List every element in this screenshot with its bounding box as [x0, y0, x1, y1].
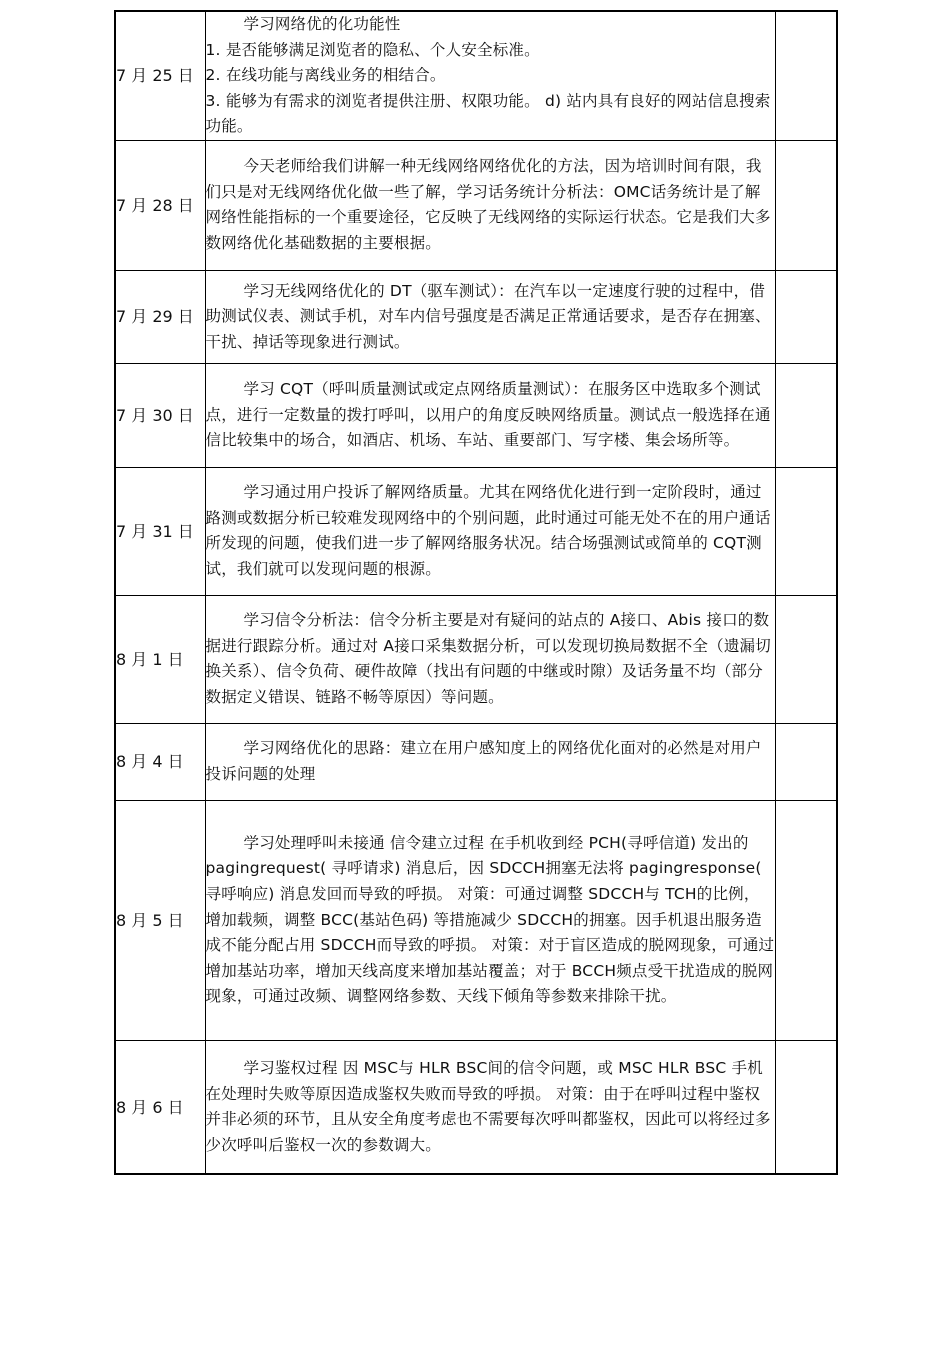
content-cell	[205, 1040, 775, 1174]
date-cell: 7 月 29 日	[115, 270, 205, 363]
date-cell: 8 月 4 日	[115, 723, 205, 800]
log-row-0805	[115, 800, 837, 1040]
content-line: 3. 能够为有需求的浏览者提供注册、权限功能。 d) 站内具有良好的网站信息搜索功能。	[205, 91, 771, 136]
log-row-0806	[115, 1040, 837, 1174]
content-heading: 学习网络优的化功能性	[243, 15, 401, 33]
log-row-0728	[115, 140, 837, 270]
content-cell	[205, 467, 775, 595]
content-text: 学习 CQT（呼叫质量测试或定点网络质量测试）：在服务区中选取多个测试点，进行一定数量的拨打呼叫，以用户的角度反映网络质量。测试点一般选择在通信比较集中的场合，如酒店、机场、车站、重要部门、写字楼、集会场所等。	[205, 380, 771, 450]
content-cell	[205, 11, 775, 140]
blank-cell	[775, 467, 837, 595]
blank-cell	[775, 723, 837, 800]
content-line: 2. 在线功能与离线业务的相结合。	[205, 66, 446, 85]
content-cell	[205, 595, 775, 723]
blank-cell	[775, 800, 837, 1040]
content-cell	[205, 140, 775, 270]
content-text: 学习处理呼叫未接通 信令建立过程 在手机收到经 PCH(寻呼信道) 发出的 pagingrequest( 寻呼请求) 消息后，因 SDCCH拥塞无法将 pagingresponse( 寻呼响应) 消息发回而导致的呼损。 对策：可通过调整 SDCCH与 TCH的比例，增加载频，调整 BCC(基站色码) 等措施减少 SDCCH的拥塞。因手机退出服务造成不能分配占用 SDCCH而导致的呼损。 对策：对于盲区造成的脱网现象，可通过增加基站功率，增加天线高度来增加基站覆盖；对于 BCCH频点受干扰造成的脱网现象，可通过改频、调整网络参数、天线下倾角等参数来排除干扰。	[205, 833, 775, 1006]
content-cell	[205, 363, 775, 467]
log-row-0804	[115, 723, 837, 800]
log-row-0730	[115, 363, 837, 467]
date-cell: 8 月 1 日	[115, 595, 205, 723]
date-cell: 8 月 5 日	[115, 800, 205, 1040]
blank-cell	[775, 270, 837, 363]
content-cell	[205, 800, 775, 1040]
content-cell	[205, 723, 775, 800]
date-cell: 7 月 30 日	[115, 363, 205, 467]
content-text: 学习鉴权过程 因 MSC与 HLR BSC间的信令问题，或 MSC HLR BSC 手机在处理时失败等原因造成鉴权失败而导致的呼损。 对策：由于在呼叫过程中鉴权并非必须的环节，且从安全角度考虑也不需要每次呼叫都鉴权，因此可以将经过多少次呼叫后鉴权一次的参数调大。	[205, 1059, 771, 1154]
blank-cell	[775, 1040, 837, 1174]
content-cell	[205, 270, 775, 363]
content-text: 学习网络优化的思路：建立在用户感知度上的网络优化面对的必然是对用户投诉问题的处理	[205, 739, 762, 783]
log-row-0801	[115, 595, 837, 723]
blank-cell	[775, 140, 837, 270]
content-text: 学习无线网络优化的 DT（驱车测试）：在汽车以一定速度行驶的过程中，借助测试仪表、测试手机，对车内信号强度是否满足正常通话要求，是否存在拥塞、干扰、掉话等现象进行测试。	[205, 281, 771, 351]
log-row-0729	[115, 270, 837, 363]
content-line: 1. 是否能够满足浏览者的隐私、个人安全标准。	[205, 40, 540, 59]
date-cell: 8 月 6 日	[115, 1040, 205, 1174]
content-text: 今天老师给我们讲解一种无线网络网络优化的方法，因为培训时间有限，我们只是对无线网络优化做一些了解，学习话务统计分析法：OMC话务统计是了解网络性能指标的一个重要途径，它反映了无线网络的实际运行状态。它是我们大多数网络优化基础数据的主要根据。	[205, 157, 771, 253]
date-cell: 7 月 25 日	[115, 11, 205, 140]
blank-cell	[775, 595, 837, 723]
blank-cell	[775, 11, 837, 140]
date-cell: 7 月 31 日	[115, 467, 205, 595]
log-row-0731	[115, 467, 837, 595]
training-log-table	[114, 10, 838, 1175]
blank-cell	[775, 363, 837, 467]
date-cell: 7 月 28 日	[115, 140, 205, 270]
content-text: 学习信令分析法：信令分析主要是对有疑问的站点的 A接口、Abis 接口的数据进行跟踪分析。通过对 A接口采集数据分析，可以发现切换局数据不全（遗漏切换关系）、信令负荷、硬件故障（找出有问题的中继或时隙）及话务量不均（部分数据定义错误、链路不畅等原因）等问题。	[205, 611, 771, 707]
content-text: 学习通过用户投诉了解网络质量。尤其在网络优化进行到一定阶段时，通过路测或数据分析已较难发现网络中的个别问题，此时通过可能无处不在的用户通话所发现的问题，使我们进一步了解网络服务状况。结合场强测试或简单的 CQT测试，我们就可以发现问题的根源。	[205, 483, 771, 579]
log-row-0725	[115, 11, 837, 140]
